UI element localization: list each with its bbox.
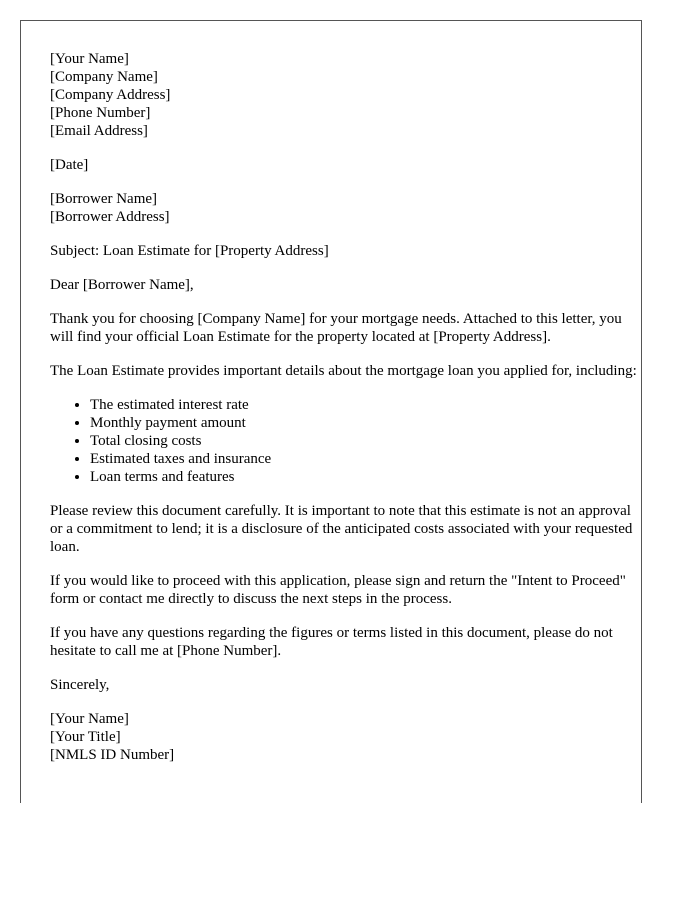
sender-company: [Company Name] [50,69,158,85]
recipient-block [50,190,640,226]
list-item: • Loan terms and features [90,468,640,486]
letter-page [20,20,642,803]
signature-name: [Your Name] [50,711,129,727]
letter-content [50,50,640,780]
signature-title: [Your Title] [50,729,121,745]
signature-nmls: [NMLS ID Number] [50,747,175,763]
proceed-paragraph: If you would like to proceed with this application, please sign and return the "Intent to Proceed" form or contact me directly to discuss the next steps in the process. [50,573,626,607]
recipient-address: [Borrower Address] [50,209,170,225]
recipient-name: [Borrower Name] [50,191,158,207]
list-item: • The estimated interest rate [90,396,640,414]
sender-name: [Your Name] [50,51,129,67]
review-paragraph: Please review this document carefully. It is important to note that this estimate is not an approval or a commitment to lend; it is a disclosure of the anticipated costs associated with your requested loan. [50,503,633,555]
list-item: • Estimated taxes and insurance [90,450,640,468]
details-paragraph: The Loan Estimate provides important details about the mortgage loan you applied for, including: [50,363,637,379]
sender-address: [Company Address] [50,87,171,103]
loan-details-list [50,396,640,486]
salutation: Dear [Borrower Name], [50,277,194,293]
sender-email: [Email Address] [50,123,148,139]
intro-paragraph: Thank you for choosing [Company Name] for your mortgage needs. Attached to this letter, you will find your official Loan Estimate for the property located at [Property Address]. [50,311,622,345]
sender-phone: [Phone Number] [50,105,151,121]
subject-line: Subject: Loan Estimate for [Property Address] [50,243,329,259]
list-item: • Monthly payment amount [90,414,640,432]
questions-paragraph: If you have any questions regarding the figures or terms listed in this document, please do not hesitate to call me at [Phone Number]. [50,625,613,659]
sender-block [50,50,640,140]
closing: Sincerely, [50,677,110,693]
signature-block [50,710,640,764]
date-block [50,156,640,174]
list-item: • Total closing costs [90,432,640,450]
letter-date: [Date] [50,157,89,173]
